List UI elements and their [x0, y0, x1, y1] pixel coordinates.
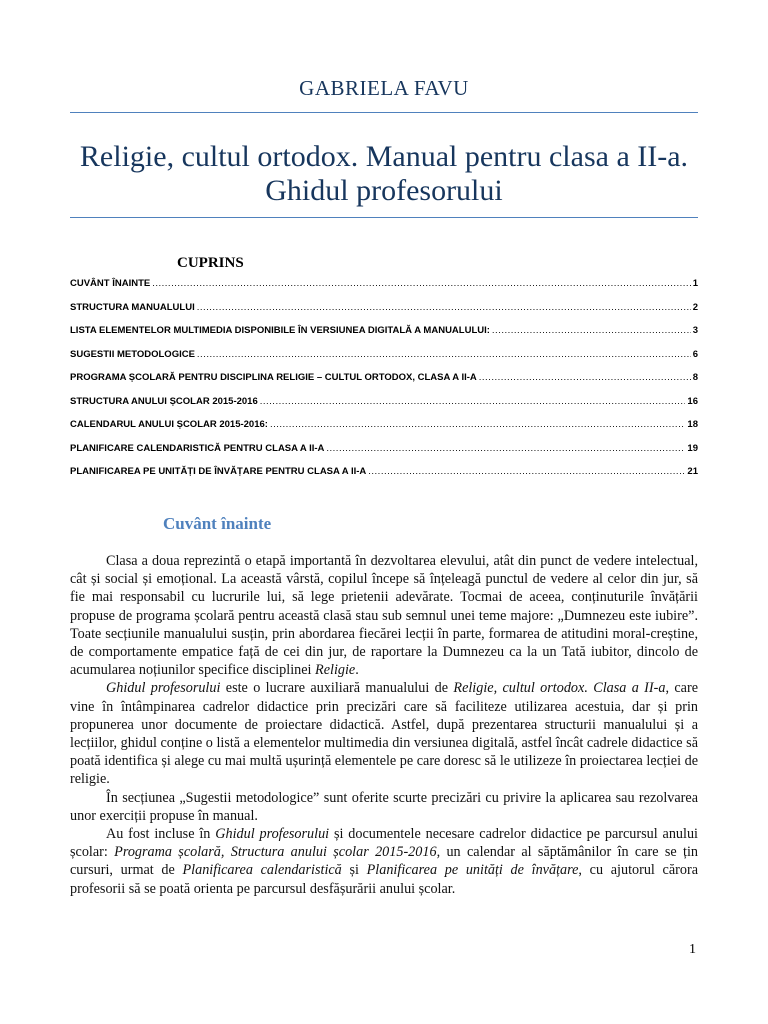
toc-heading: CUPRINS [177, 255, 244, 271]
page-number: 1 [689, 942, 696, 957]
toc-entry[interactable] [70, 396, 698, 420]
toc-entry[interactable] [70, 466, 698, 490]
text-run: , un calendar al săptămânilor în care se țin cursuri, urmat de [70, 844, 698, 879]
toc-entry[interactable] [70, 325, 698, 349]
author-name: GABRIELA FAVU [299, 76, 469, 100]
toc-leader-dots [152, 278, 690, 289]
title-top-rule [70, 112, 698, 113]
document-title [70, 140, 698, 208]
paragraph-1 [70, 552, 698, 679]
toc-leader-dots [197, 349, 691, 360]
toc-leader-dots [479, 372, 691, 383]
emphasis-text: Planificarea calendaristică [182, 862, 342, 879]
toc-leader-dots [270, 419, 685, 430]
toc-leader-dots [326, 443, 685, 454]
text-run: . [355, 662, 359, 679]
toc-entry-page: 2 [692, 301, 698, 313]
toc-entry-label: LISTA ELEMENTELOR MULTIMEDIA DISPONIBILE ÎN VERSIUNEA DIGITALĂ A MANUALULUI: [70, 325, 490, 336]
toc-entry-label: SUGESTII METODOLOGICE [70, 348, 195, 360]
text-run: Clasa a doua reprezintă o etapă importantă în dezvoltarea elevului, atât din punct de vedere intelectual, cât și social și emoțional. La această vârstă, copilul începe să înțeleagă punctul de vedere al celor din jur, să fie mai responsabil cu lucrurile lui, să lege prietenii adevărate. Tocmai de aceea, conținuturile învățării propuse de programa școlară pentru această clasă stau sub semnul unei teme majore: „Dumnezeu este iubire”. Toate secțiunile manualului susțin, prin abordarea fiecărei lecții în parte, formarea de atitudini moral-creștine, de comportamente empatice față de cei din jur, de raportare la Dumnezeu ca la un Tată iubitor, dincolo de acumularea noțiunilor specifice disciplinei [70, 553, 698, 679]
toc-entry-page: 21 [687, 466, 698, 477]
toc-entry[interactable] [70, 419, 698, 443]
text-run: este o lucrare auxiliară manualului de [220, 680, 454, 697]
text-run: Au fost incluse în [106, 826, 216, 843]
toc-leader-dots [492, 325, 691, 336]
toc-entry-page: 16 [687, 395, 698, 407]
toc-entry-label: PROGRAMA ȘCOLARĂ PENTRU DISCIPLINA RELIGIE – CULTUL ORTODOX, CLASA A II-A [70, 372, 477, 383]
toc-entry-label: PLANIFICARE CALENDARISTICĂ PENTRU CLASA A II-A [70, 442, 325, 454]
toc-entry-label: STRUCTURA MANUALULUI [70, 301, 195, 313]
emphasis-text: Planificarea pe unități de învățare [366, 862, 579, 879]
toc-entry-label: STRUCTURA ANULUI ȘCOLAR 2015-2016 [70, 395, 258, 407]
toc-entry-page: 6 [692, 348, 698, 360]
toc-entry-label: CUVÂNT ÎNAINTE [70, 278, 151, 289]
text-run: , care vine în întâmpinarea cadrelor didactice prin precizări care să faciliteze utilizarea acestuia, dar și prin propunerea unor documente de proiectare didactică. Astfel, după prezentarea structurii manualului și a lecțiilor, ghidul conține o listă a elementelor multimedia din versiunea digitală, astfel încât cadrele didactice să poată identifica și alege cu mai multă ușurință elementele pe care doresc să le utilizeze în proiectarea lecției de religie. [70, 680, 698, 788]
title-line-2: Ghidul profesorului [265, 174, 503, 207]
section-heading: Cuvânt înainte [163, 514, 272, 533]
paragraph-3: În secțiunea „Sugestii metodologice” sunt oferite scurte precizări cu privire la aplicarea sau rezolvarea unor exerciții propuse în manual. [70, 789, 698, 824]
emphasis-text: Ghidul profesorului [106, 680, 221, 697]
toc-entry-page: 8 [692, 372, 698, 383]
toc-entry[interactable] [70, 349, 698, 373]
toc-entry-label: CALENDARUL ANULUI ȘCOLAR 2015-2016: [70, 419, 268, 430]
toc-entry-page: 3 [692, 325, 698, 336]
paragraph-2 [70, 679, 698, 788]
title-bottom-rule [70, 217, 698, 218]
title-line-1: Religie, cultul ortodox. Manual pentru clasa a II-a. [79, 140, 689, 173]
toc-entry-page: 18 [687, 419, 698, 430]
toc-leader-dots [368, 466, 685, 477]
toc-leader-dots [197, 302, 691, 313]
emphasis-text: Religie [315, 662, 356, 679]
table-of-contents [70, 278, 698, 490]
toc-entry-page: 1 [692, 278, 698, 289]
emphasis-text: Programa școlară, Structura anului școlar 2015-2016 [114, 844, 437, 861]
toc-entry[interactable] [70, 302, 698, 326]
paragraph-4 [70, 825, 698, 898]
toc-entry-label: PLANIFICAREA PE UNITĂȚI DE ÎNVĂȚARE PENTRU CLASA A II-A [70, 466, 367, 477]
toc-entry[interactable] [70, 278, 698, 302]
text-run: și documentele necesare cadrelor didactice pe parcursul anului școlar: [70, 826, 698, 861]
toc-entry[interactable] [70, 372, 698, 396]
toc-entry-page: 19 [687, 442, 698, 454]
text-run: , cu ajutorul cărora profesorii să se poată orienta pe parcursul desfășurării anului școlar. [70, 862, 698, 897]
emphasis-text: Religie, cultul ortodox. Clasa a II-a [453, 680, 666, 697]
text-run: și [341, 862, 367, 879]
toc-leader-dots [260, 396, 686, 407]
toc-entry[interactable] [70, 443, 698, 467]
emphasis-text: Ghidul profesorului [215, 826, 330, 843]
body-text [70, 552, 698, 898]
